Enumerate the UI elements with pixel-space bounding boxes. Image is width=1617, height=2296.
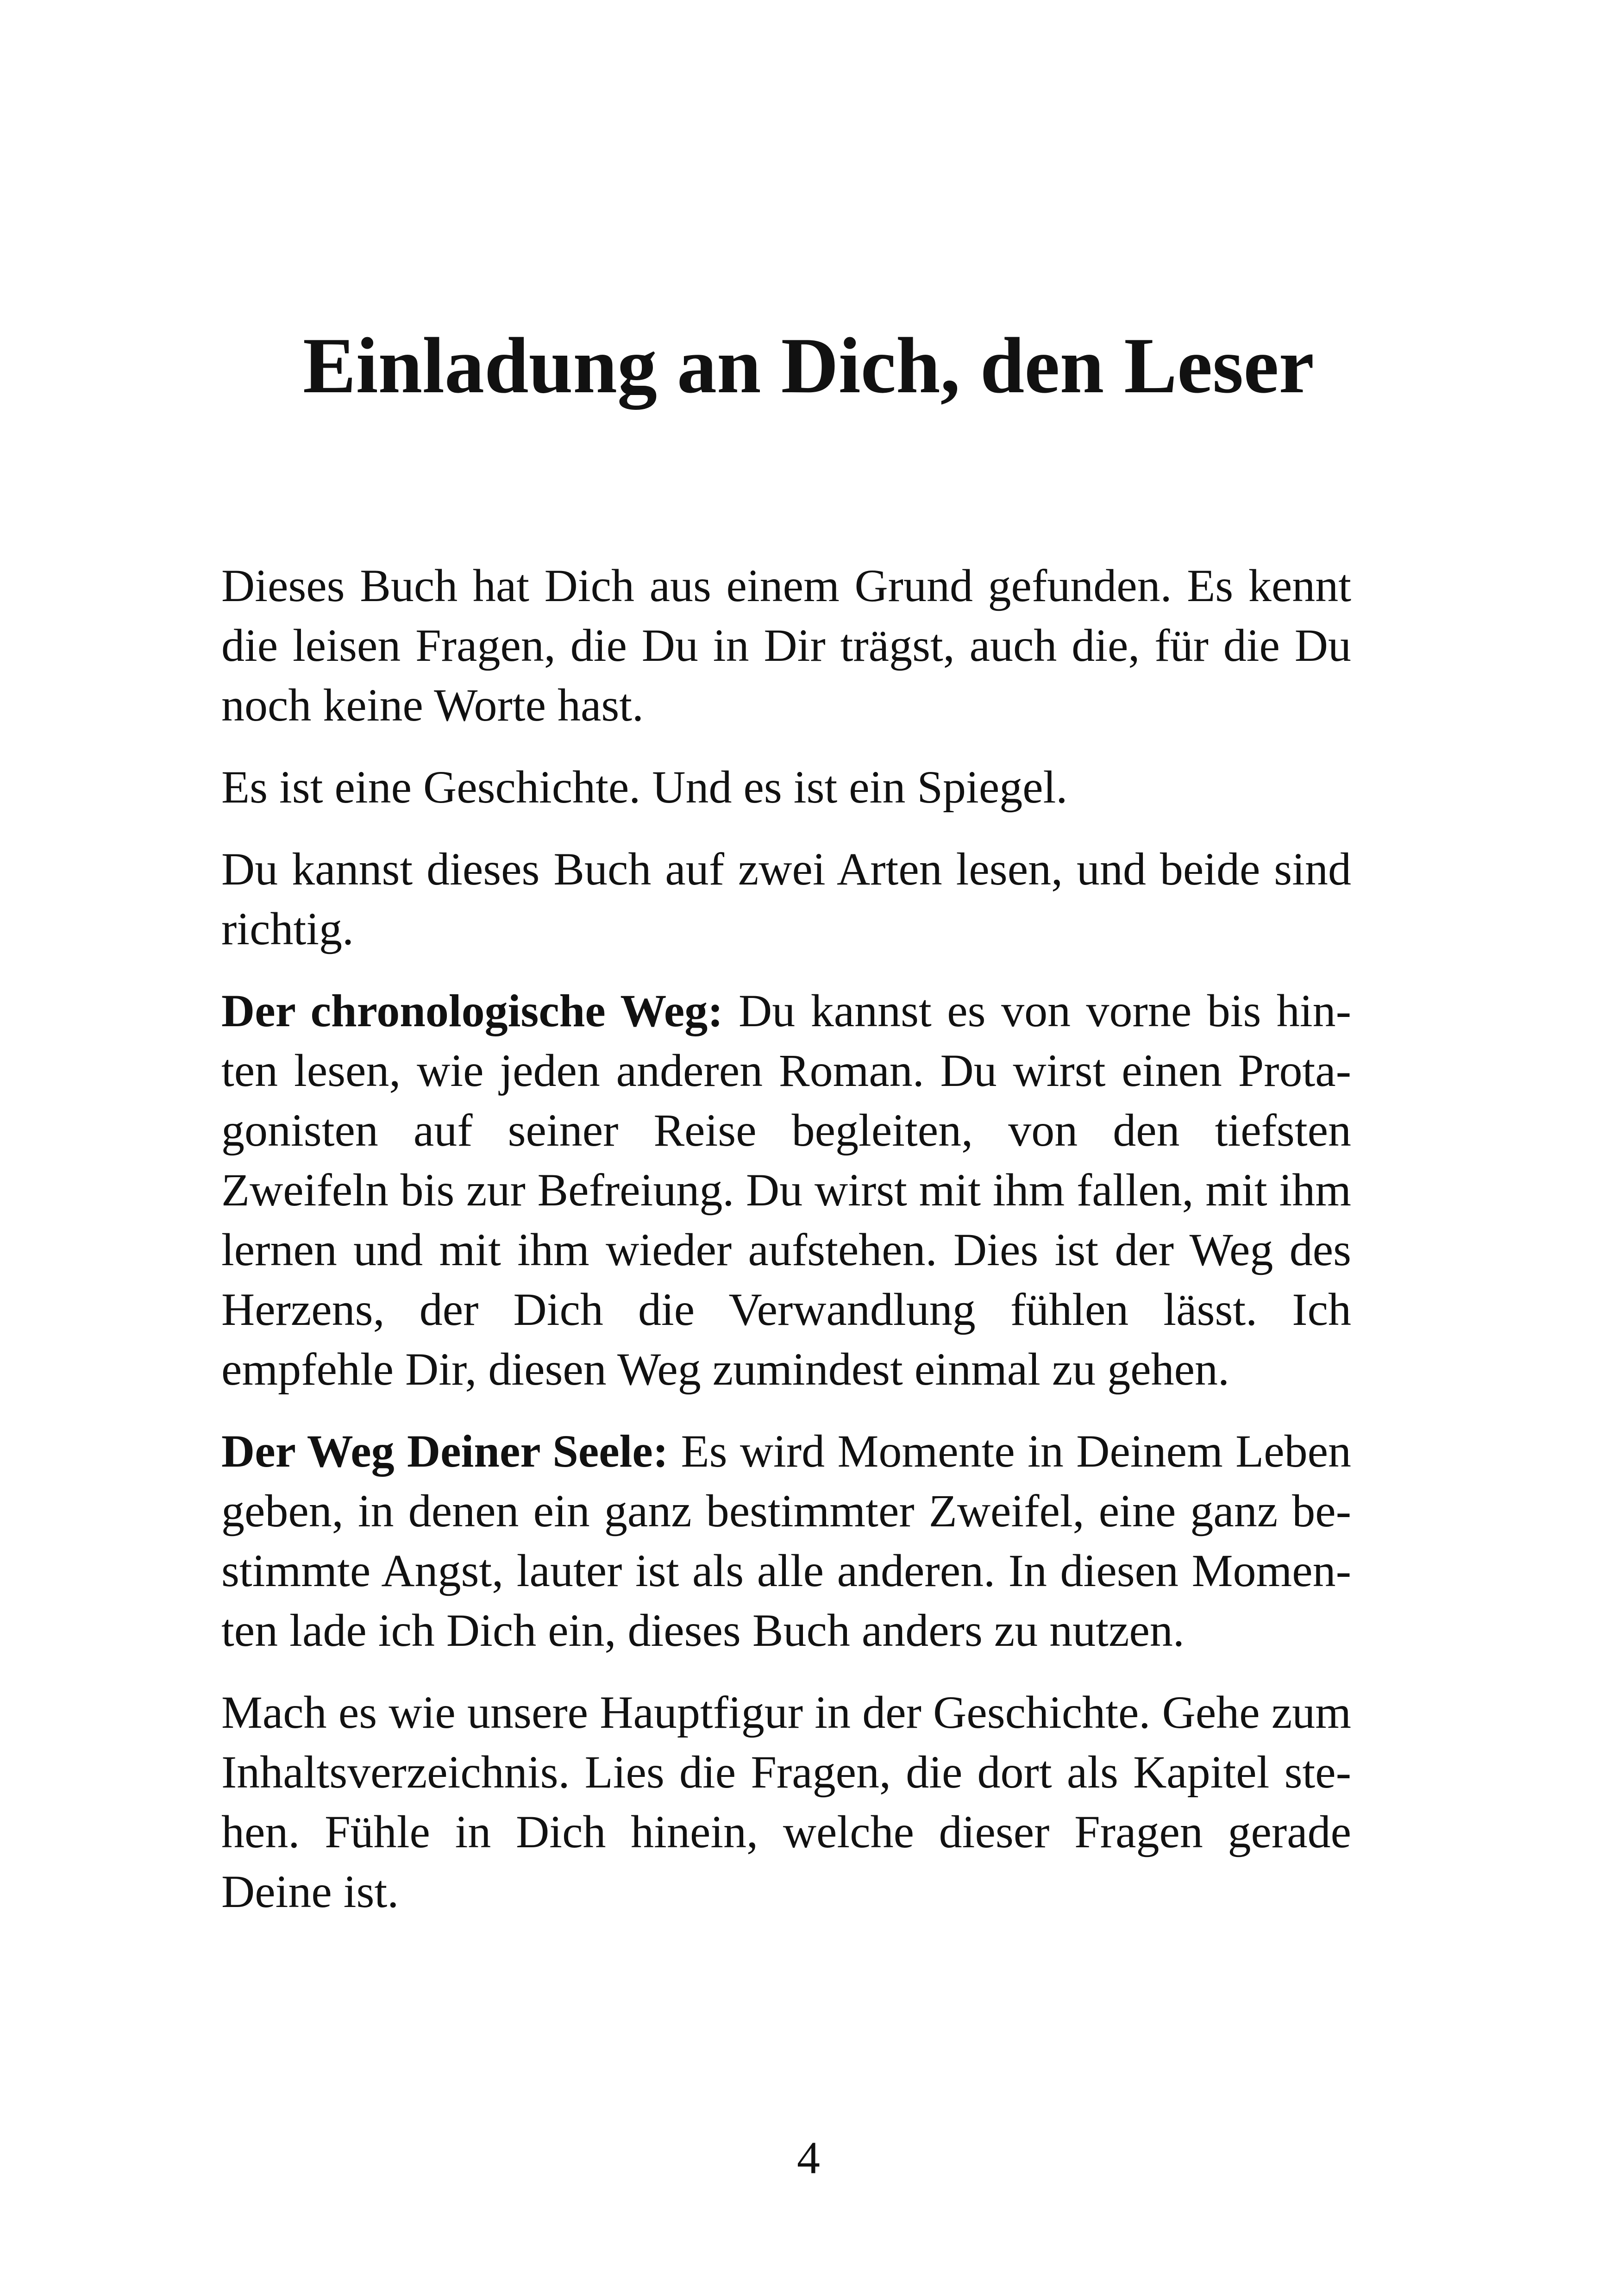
paragraph-soul-way: [221, 1421, 1351, 1660]
paragraph-text: Du kannst es von vorne bis hinten lesen, wie jeden anderen Roman. Du wirst einen Protagonisten auf seiner Reise begleiten, von den tiefsten Zweifeln bis zur Befreiung. Du wirst mit ihm fallen, mit ihm lernen und mit ihm wieder aufstehen. Dies ist der Weg des Herzens, der Dich die Verwandlung fühlen lässt. Ich empfehle Dir, diesen Weg zumindest einmal zu gehen.: [221, 985, 1351, 1395]
paragraph-text: Mach es wie unsere Hauptfigur in der Geschichte. Gehe zum Inhaltsverzeichnis. Lies die Fragen, die dort als Kapitel stehen. Fühle in Dich hinein, welche dieser Fragen gerade Deine ist.: [221, 1687, 1351, 1917]
paragraph-lead: Der chronologische Weg:: [221, 985, 723, 1036]
paragraph: [221, 1682, 1351, 1921]
paragraph: [221, 757, 1351, 817]
paragraph-text: Es ist eine Geschichte. Und es ist ein Spiegel.: [221, 761, 1068, 813]
paragraph: [221, 556, 1351, 735]
paragraph-text: Dieses Buch hat Dich aus einem Grund gefunden. Es kennt die leisen Fragen, die Du in Dir trägst, auch die, für die Du noch keine Worte hast.: [221, 560, 1351, 731]
paragraph: [221, 839, 1351, 959]
page-number: 4: [797, 2132, 820, 2183]
paragraph-chronological-way: [221, 981, 1351, 1399]
chapter-title: Einladung an Dich, den Leser: [303, 322, 1314, 410]
paragraph-text: Du kannst dieses Buch auf zwei Arten lesen, und beide sind richtig.: [221, 843, 1351, 954]
body-text: [221, 556, 1351, 1944]
paragraph-lead: Der Weg Deiner Seele:: [221, 1425, 669, 1477]
paragraph-text: Es wird Momente in Deinem Leben geben, in denen ein ganz bestimmter Zweifel, eine ganz bestimmte Angst, lauter ist als alle anderen. In diesen Momenten lade ich Dich ein, dieses Buch anders zu nutzen.: [221, 1425, 1351, 1656]
